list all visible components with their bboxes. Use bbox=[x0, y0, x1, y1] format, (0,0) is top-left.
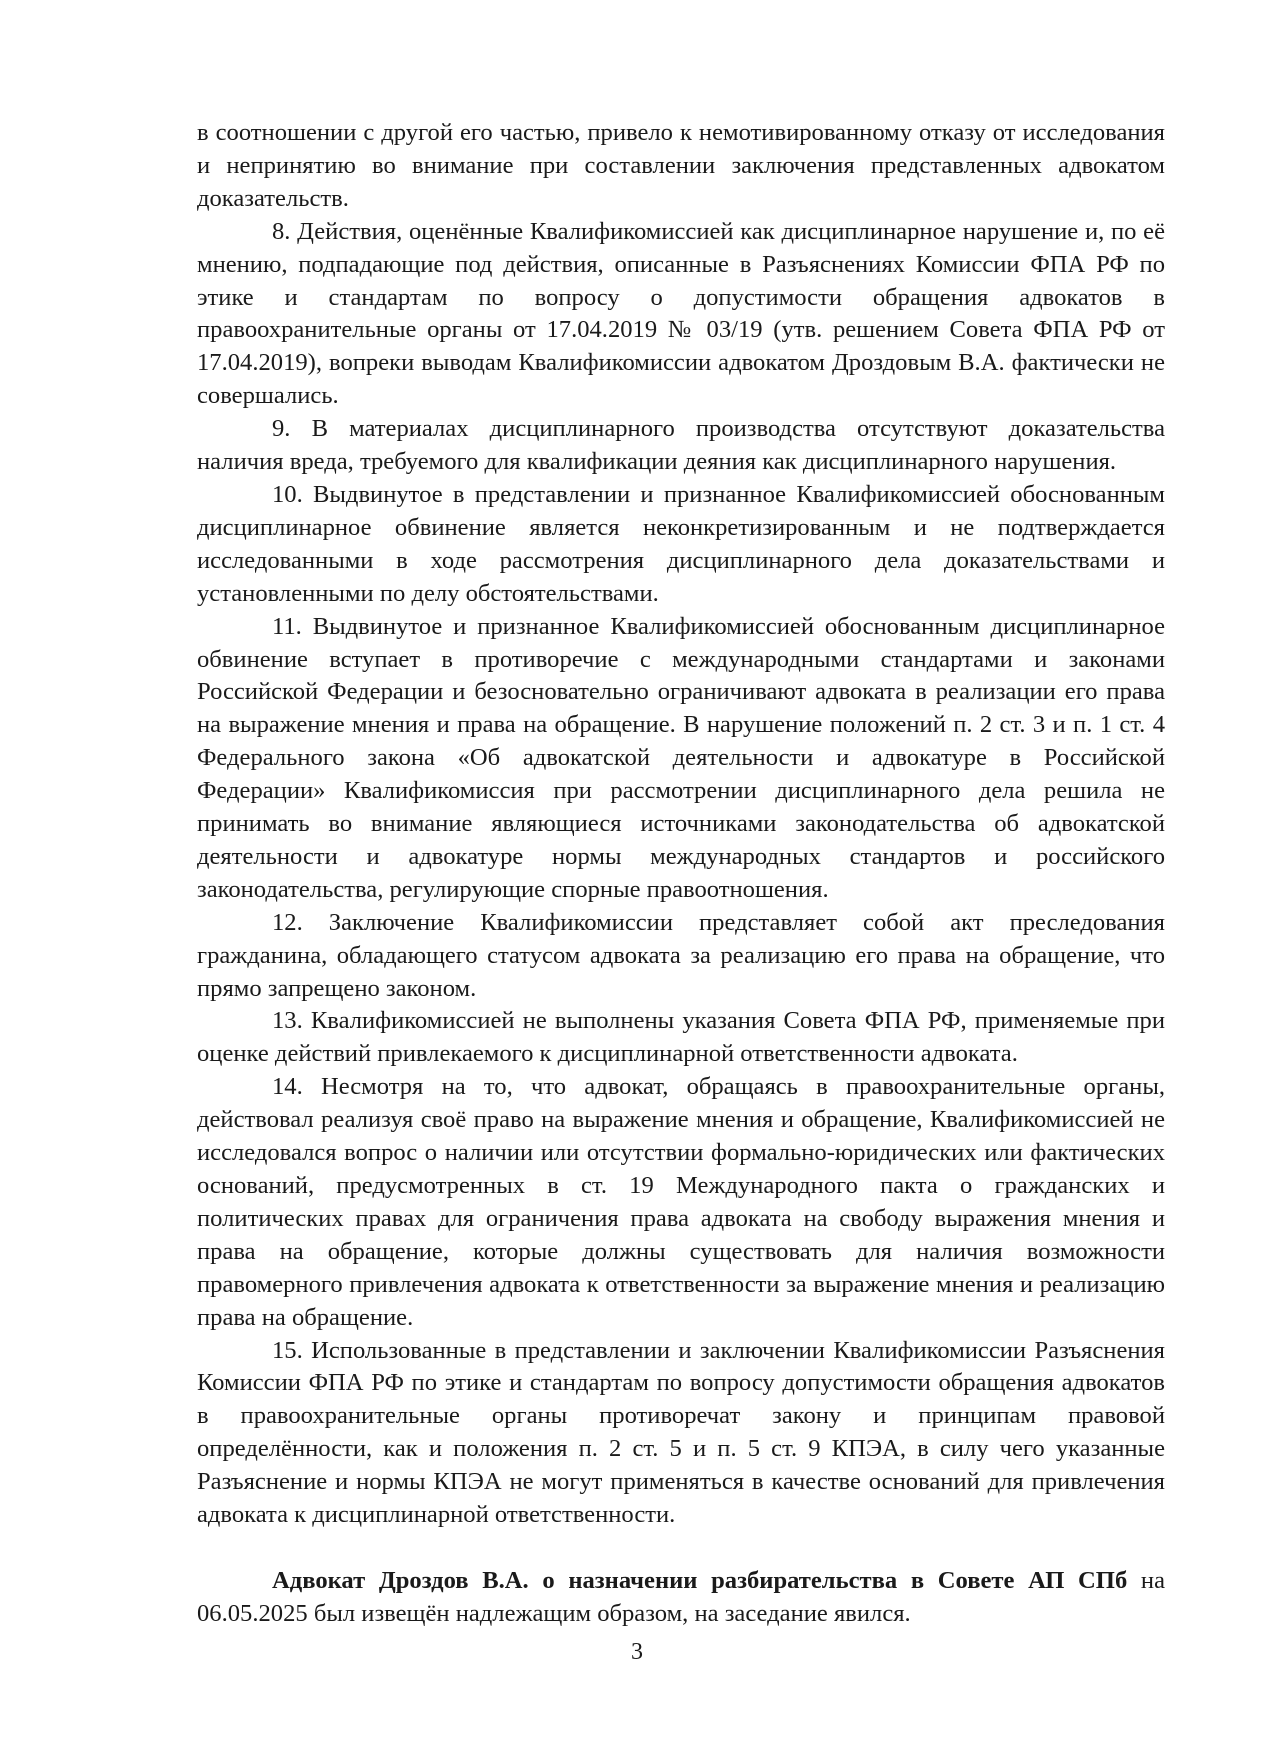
paragraph-item-10: 10. Выдвинутое в представлении и признанное Квалификомиссией обоснованным дисциплинарное обвинение является неконкретизированным и не подтверждается исследованными в ходе рассмотрения дисциплинарного дела доказательствами и установленными по делу обстоятельствами. bbox=[197, 480, 1165, 607]
paragraph-item-13: 13. Квалификомиссией не выполнены указания Совета ФПА РФ, применяемые при оценке действий привлекаемого к дисциплинарной ответственности адвоката. bbox=[197, 1007, 1165, 1068]
paragraph-spacer bbox=[197, 1532, 1165, 1565]
paragraph-item-9: 9. В материалах дисциплинарного производства отсутствуют доказательства наличия вреда, требуемого для квалификации деяния как дисциплинарного нарушения. bbox=[197, 415, 1165, 476]
notice-bold-lead: Адвокат Дроздов В.А. о назначении разбирательства в Совете АП СПб bbox=[272, 1566, 1128, 1594]
notice-rest: на 06.05.2025 был извещён надлежащим образом, на заседание явился. bbox=[197, 1566, 1165, 1627]
paragraph-continued: в соотношении с другой его частью, привело к немотивированному отказу от исследования и непринятию во внимание при составлении заключения представленных адвокатом доказательств. bbox=[197, 119, 1165, 212]
notice-paragraph bbox=[197, 1565, 1165, 1631]
paragraph-item-14: 14. Несмотря на то, что адвокат, обращаясь в правоохранительные органы, действовал реализуя своё право на выражение мнения и обращение, Квалификомиссией не исследовался вопрос о наличии или отсутствии формально-юридических или фактических оснований, предусмотренных в ст. 19 Международного пакта о гражданских и политических правах для ограничения права адвоката на свободу выражения мнения и права на обращение, которые должны существовать для наличия возможности правомерного привлечения адвоката к ответственности за выражение мнения и реализацию права на обращение. bbox=[197, 1073, 1165, 1331]
paragraph-item-8: 8. Действия, оценённые Квалификомиссией как дисциплинарное нарушение и, по её мнению, подпадающие под действия, описанные в Разъяснениях Комиссии ФПА РФ по этике и стандартам по вопросу о допустимости обращения адвокатов в правоохранительные органы от 17.04.2019 № 03/19 (утв. решением Совета ФПА РФ от 17.04.2019), вопреки выводам Квалификомиссии адвокатом Дроздовым В.А. фактически не совершались. bbox=[197, 217, 1165, 410]
paragraph-item-11: 11. Выдвинутое и признанное Квалификомиссией обоснованным дисциплинарное обвинение вступает в противоречие с международными стандартами и законами Российской Федерации и безосновательно ограничивают адвоката в реализации его права на выражение мнения и права на обращение. В нарушение положений п. 2 ст. 3 и п. 1 ст. 4 Федерального закона «Об адвокатской деятельности и адвокатуре в Российской Федерации» Квалификомиссия при рассмотрении дисциплинарного дела решила не принимать во внимание являющиеся источниками законодательства об адвокатской деятельности и адвокатуре нормы международных стандартов и российского законодательства, регулирующие спорные правоотношения. bbox=[197, 612, 1165, 903]
paragraph-item-12: 12. Заключение Квалификомиссии представляет собой акт преследования гражданина, обладающего статусом адвоката за реализацию его права на обращение, что прямо запрещено законом. bbox=[197, 908, 1165, 1002]
page-number: 3 bbox=[631, 1639, 643, 1665]
paragraph-item-15: 15. Использованные в представлении и заключении Квалификомиссии Разъяснения Комиссии ФПА РФ по этике и стандартам по вопросу допустимости обращения адвокатов в правоохранительные органы противоречат закону и принципам правовой определённости, как и положения п. 2 ст. 5 и п. 5 ст. 9 КПЭА, в силу чего указанные Разъяснение и нормы КПЭА не могут применяться в качестве оснований для привлечения адвоката к дисциплинарной ответственности. bbox=[197, 1336, 1165, 1529]
document-body bbox=[197, 117, 1165, 1631]
